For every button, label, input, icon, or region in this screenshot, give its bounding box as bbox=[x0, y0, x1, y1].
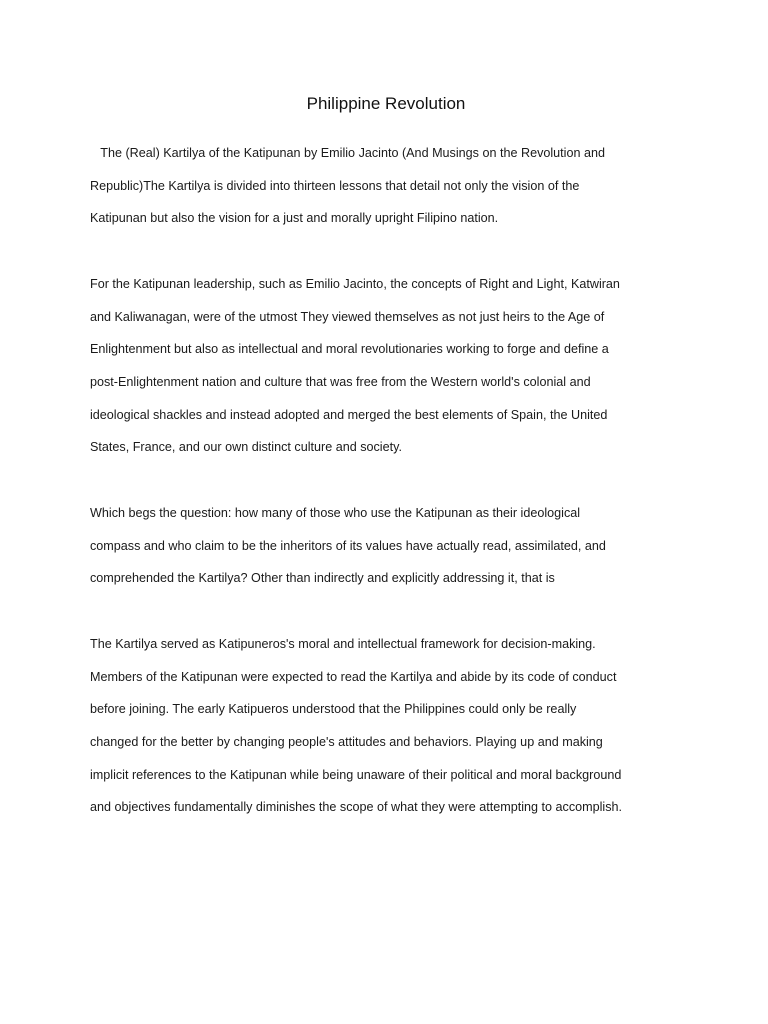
paragraph-line: changed for the better by changing people's attitudes and behaviors. Playing up and making bbox=[90, 735, 603, 750]
paragraph-line: ideological shackles and instead adopted and merged the best elements of Spain, the United bbox=[90, 407, 608, 422]
paragraph-line: before joining. The early Katipueros understood that the Philippines could only be really bbox=[90, 702, 577, 717]
paragraph-line: States, France, and our own distinct culture and society. bbox=[90, 440, 402, 455]
paragraph-line: Republic)The Kartilya is divided into thirteen lessons that detail not only the vision of the bbox=[90, 178, 580, 193]
paragraph-line: Which begs the question: how many of those who use the Katipunan as their ideological bbox=[90, 506, 581, 520]
paragraph-line: comprehended the Kartilya? Other than indirectly and explicitly addressing it, that is bbox=[90, 571, 555, 586]
paragraph-line: and Kaliwanagan, were of the utmost They viewed themselves as not just heirs to the Age of bbox=[90, 309, 605, 324]
document-title: Philippine Revolution bbox=[306, 94, 466, 113]
paragraph-line: Katipunan but also the vision for a just and morally upright Filipino nation. bbox=[90, 211, 499, 226]
paragraph-line: compass and who claim to be the inheritors of its values have actually read, assimilated, and bbox=[90, 538, 606, 553]
paragraph-3 bbox=[90, 497, 690, 595]
paragraph-2 bbox=[90, 268, 690, 464]
paragraph-line: The Kartilya served as Katipuneros's moral and intellectual framework for decision-making. bbox=[90, 637, 596, 651]
paragraph-line: Enlightenment but also as intellectual and moral revolutionaries working to forge and define a bbox=[90, 342, 609, 357]
paragraph-4 bbox=[90, 628, 690, 824]
paragraph-1 bbox=[90, 137, 690, 235]
paragraph-line: For the Katipunan leadership, such as Emilio Jacinto, the concepts of Right and Light, Katwiran bbox=[90, 277, 620, 291]
paragraph-line: implicit references to the Katipunan while being unaware of their political and moral background bbox=[90, 767, 622, 782]
paragraph-line: Members of the Katipunan were expected to read the Kartilya and abide by its code of conduct bbox=[90, 669, 617, 684]
paragraph-line: The (Real) Kartilya of the Katipunan by Emilio Jacinto (And Musings on the Revolution and bbox=[90, 146, 605, 160]
paragraph-line: and objectives fundamentally diminishes the scope of what they were attempting to accomplish. bbox=[90, 800, 623, 815]
paragraph-line: post-Enlightenment nation and culture that was free from the Western world's colonial and bbox=[90, 375, 591, 390]
